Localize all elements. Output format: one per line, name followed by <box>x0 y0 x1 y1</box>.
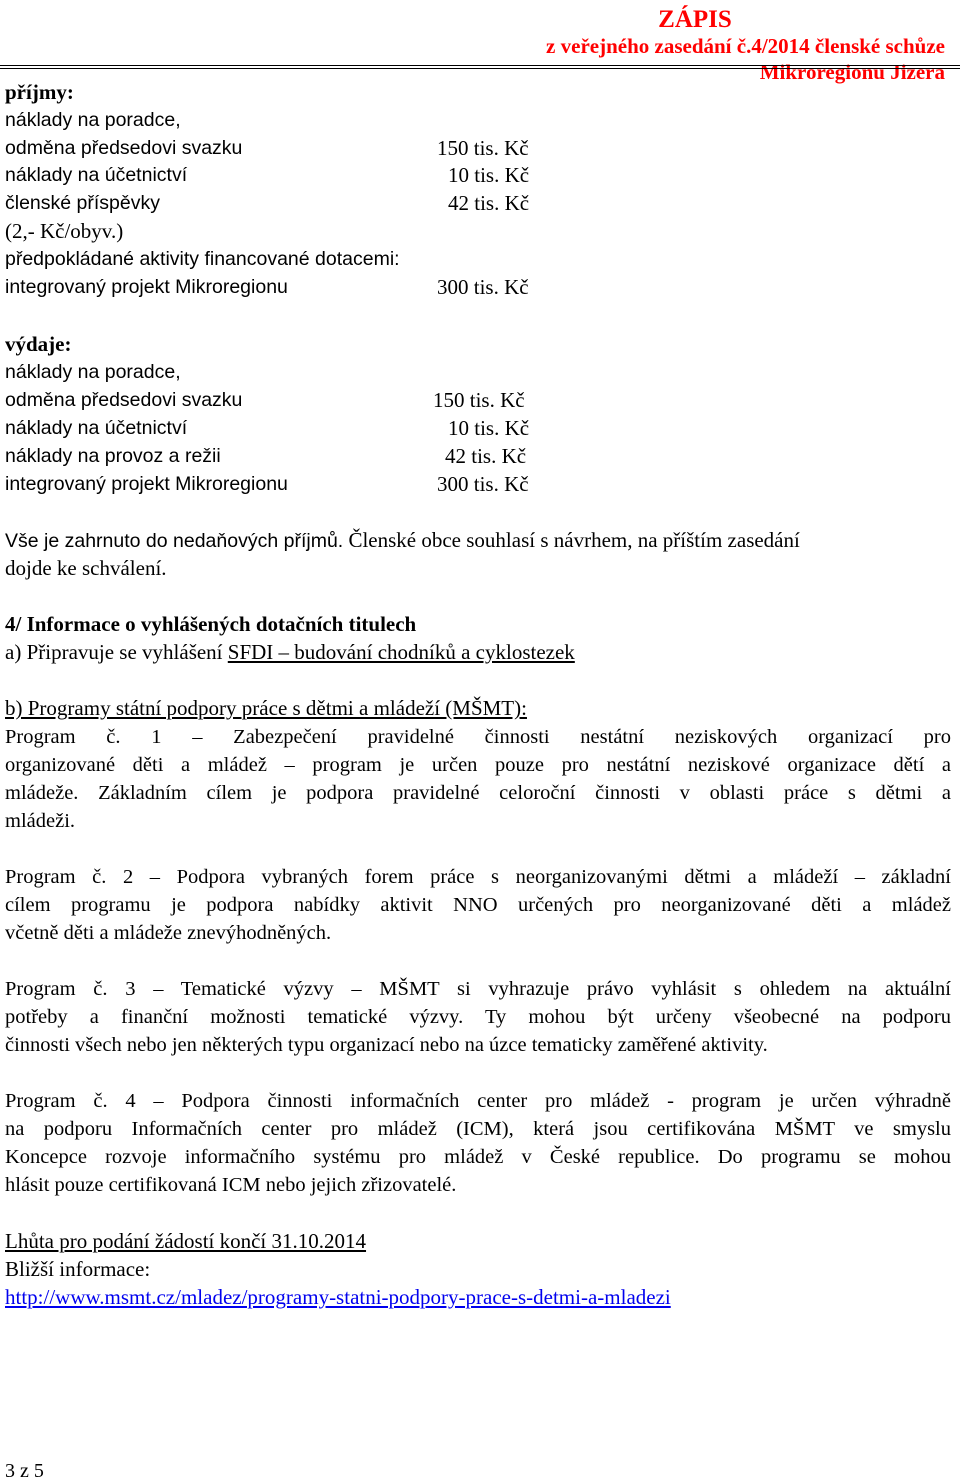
paragraph-line: cílem programu je podpora nabídky aktivit NNO určených pro neorganizované děti a mládež <box>5 894 951 916</box>
income-row: náklady na poradce, <box>5 109 181 131</box>
paragraph-line: hlásit pouze certifikovaná ICM nebo jejich zřizovatelé. <box>5 1174 457 1196</box>
item-a-prefix: a) Připravuje se vyhlášení <box>5 640 228 664</box>
program-4-paragraph <box>5 1087 951 1199</box>
income-amount: 10 tis. Kč <box>448 163 530 187</box>
paragraph-line: Program č. 1 – Zabezpečení pravidelné činnosti nestátní neziskových organizací pro <box>5 726 951 748</box>
item-b-heading: b) Programy státní podpory práce s dětmi a mládeží (MŠMT): <box>5 696 527 720</box>
expense-amount: 300 tis. Kč <box>437 472 529 496</box>
msmt-link[interactable]: http://www.msmt.cz/mladez/programy-statni-podpory-prace-s-detmi-a-mladezi <box>5 1285 671 1309</box>
income-amount: 150 tis. Kč <box>437 136 529 160</box>
page-number: 3 z 5 <box>5 1460 44 1482</box>
paragraph-line: činnosti všech nebo jen některých typu organizací nebo na úzce tematicky zaměřené aktivity. <box>5 1034 768 1056</box>
paragraph-line: Program č. 3 – Tematické výzvy – MŠMT si vyhrazuje právo vyhlásit s ohledem na aktuální <box>5 978 951 1000</box>
paragraph-line: Koncepce rozvoje informačního systému pro mládež v České republice. Do programu se mohou <box>5 1146 951 1168</box>
expense-amount: 42 tis. Kč <box>445 444 527 468</box>
sfdi-title: SFDI – budování chodníků a cyklostezek <box>227 640 575 664</box>
document-subtitle: z veřejného zasedání č.4/2014 členské schůze Mikroregionu Jizera <box>546 34 945 84</box>
income-amount: 42 tis. Kč <box>448 191 530 215</box>
paragraph-line: Program č. 4 – Podpora činnosti informačních center pro mládež - program je určen výhradně <box>5 1090 951 1112</box>
paragraph-line: mládeže. Základním cílem je podpora pravidelné celoroční činnosti v oblasti práce s dětmi a <box>5 782 951 804</box>
approval-note <box>5 527 800 555</box>
income-amount: 300 tis. Kč <box>437 275 529 299</box>
expense-amount: 150 tis. Kč <box>433 388 525 412</box>
deadline-text: Lhůta pro podání žádostí končí 31.10.2014 <box>5 1229 367 1253</box>
income-row: členské příspěvky <box>5 192 160 214</box>
program-1-paragraph <box>5 723 951 835</box>
income-row: předpokládané aktivity financované dotacemi: <box>5 248 400 270</box>
expenses-heading: výdaje: <box>5 332 72 356</box>
expense-row: integrovaný projekt Mikroregionu <box>5 473 288 495</box>
note-text: Členské obce souhlasí s návrhem, na příštím zasedání <box>343 528 800 552</box>
expense-row: náklady na poradce, <box>5 361 181 383</box>
more-info-label: Bližší informace: <box>5 1257 151 1281</box>
expense-amount: 10 tis. Kč <box>448 416 530 440</box>
paragraph-line: na podporu Informačních center pro mládež (ICM), která jsou certifikována MŠMT ve smyslu <box>5 1118 951 1140</box>
income-row: náklady na účetnictví <box>5 164 188 186</box>
header-divider <box>0 65 960 69</box>
note-text-sans: Vše je zahrnuto do nedaňových příjmů. <box>5 530 344 552</box>
note-continuation: dojde ke schválení. <box>5 556 167 580</box>
section-heading: 4/ Informace o vyhlášených dotačních titulech <box>5 612 417 636</box>
paragraph-line: potřeby a finanční možnosti tematické výzvy. Ty mohou být určeny všeobecné na podporu <box>5 1006 951 1028</box>
paragraph-line: včetně děti a mládeže znevýhodněných. <box>5 922 332 944</box>
income-row: (2,- Kč/obyv.) <box>5 219 124 243</box>
document-title: ZÁPIS <box>658 6 732 33</box>
income-row: integrovaný projekt Mikroregionu <box>5 276 288 298</box>
expense-row: náklady na provoz a režii <box>5 445 221 467</box>
expense-row: odměna předsedovi svazku <box>5 389 243 411</box>
expense-row: náklady na účetnictví <box>5 417 188 439</box>
document-header <box>445 4 945 85</box>
paragraph-line: organizované děti a mládež – program je určen pouze pro nestátní neziskové organizace dětí a <box>5 754 951 776</box>
paragraph-line: mládeži. <box>5 810 76 832</box>
paragraph-line: Program č. 2 – Podpora vybraných forem práce s neorganizovanými dětmi a mládeží – základní <box>5 866 951 888</box>
program-2-paragraph <box>5 863 951 947</box>
program-3-paragraph <box>5 975 951 1059</box>
income-heading: příjmy: <box>5 80 74 104</box>
item-a <box>5 639 575 666</box>
income-row: odměna předsedovi svazku <box>5 137 243 159</box>
